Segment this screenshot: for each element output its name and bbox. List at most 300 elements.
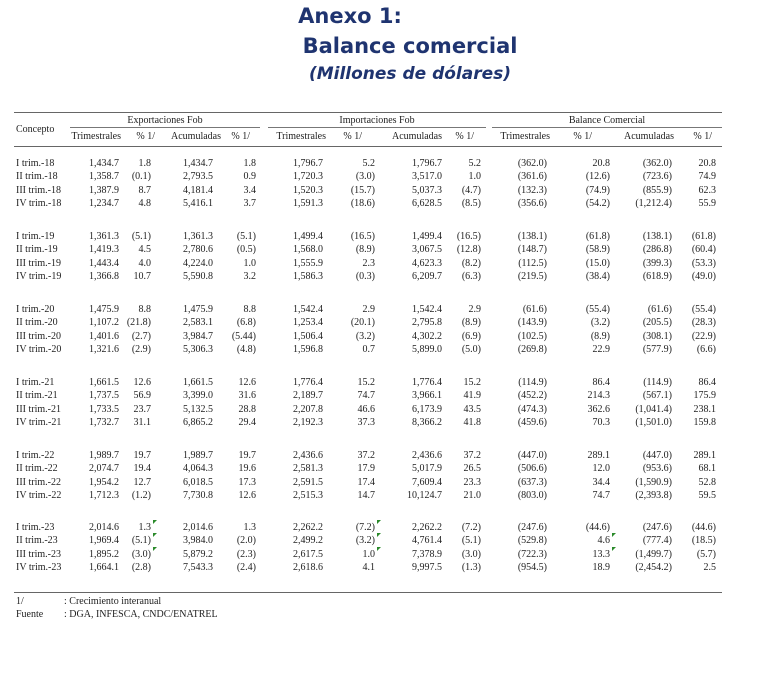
cell-exp-acum: 2,583.1: [183, 317, 213, 329]
cell-bal-acum: (362.0): [642, 158, 672, 169]
cell-bal-acum-pct: (22.9): [691, 330, 716, 342]
cell-bal-trim: (61.6): [522, 304, 547, 315]
cell-bal-pct: 12.0: [592, 463, 610, 475]
cell-imp-acum: 4,623.3: [412, 257, 442, 269]
cell-imp-acum: 5,037.3: [412, 184, 442, 196]
cell-exp-acum-pct: 0.9: [243, 171, 256, 183]
cell-exp-acum-pct: (0.5): [236, 244, 256, 256]
cell-bal-pct: (74.9): [585, 184, 610, 196]
cell-bal-pct: 13.3: [592, 548, 610, 560]
row-label: III trim.-21: [16, 403, 61, 415]
cell-bal-pct: (61.8): [585, 231, 610, 242]
cell-bal-pct: (15.0): [585, 257, 610, 269]
cell-bal-pct: 74.7: [592, 489, 610, 501]
annex-title: Anexo 1:: [298, 4, 402, 28]
row-label: II trim.-20: [16, 317, 58, 329]
cell-bal-pct: 70.3: [592, 416, 610, 428]
cell-bal-acum: (1,499.7): [635, 548, 672, 560]
cell-exp-acum: 2,793.5: [183, 171, 213, 183]
cell-bal-acum: (2,393.8): [635, 489, 672, 501]
cell-imp-acum: 9,997.5: [412, 561, 442, 573]
cell-exp-trim: 2,014.6: [89, 522, 119, 533]
cell-exp-acum-pct: 8.8: [243, 304, 256, 315]
cell-exp-acum: 5,879.2: [183, 548, 213, 560]
header-rule: [14, 146, 722, 147]
cell-imp-acum-pct: 5.2: [468, 158, 481, 169]
cell-bal-pct: (8.9): [590, 330, 610, 342]
cell-exp-acum-pct: 1.0: [243, 257, 256, 269]
cell-imp-trim: 2,192.3: [293, 416, 323, 428]
cell-imp-acum-pct: (6.9): [461, 330, 481, 342]
cell-exp-acum-pct: 1.3: [243, 522, 256, 533]
cell-imp-acum-pct: 21.0: [463, 489, 481, 501]
cell-exp-acum-pct: 17.3: [238, 476, 256, 488]
col-header-imp-trim: Trimestrales: [276, 131, 326, 142]
cell-exp-trim: 1,443.4: [89, 257, 119, 269]
cell-imp-pct: 2.3: [362, 257, 375, 269]
cell-exp-pct: (3.0): [131, 548, 151, 560]
cell-exp-acum-pct: 3.7: [243, 197, 256, 209]
cell-bal-acum: (618.9): [642, 270, 672, 282]
cell-bal-acum: (286.8): [642, 244, 672, 256]
cell-bal-acum-pct: (55.4): [691, 304, 716, 315]
cell-exp-pct: 12.7: [133, 476, 151, 488]
cell-imp-acum: 7,609.4: [412, 476, 442, 488]
cell-bal-acum-pct: 59.5: [698, 489, 716, 501]
row-label: I trim.-22: [16, 450, 55, 461]
cell-imp-acum: 6,173.9: [412, 403, 442, 415]
cell-exp-trim: 1,387.9: [89, 184, 119, 196]
cell-imp-acum: 1,499.4: [412, 231, 442, 242]
cell-bal-pct: 20.8: [592, 158, 610, 169]
group-exportaciones: Exportaciones Fob: [70, 115, 260, 128]
cell-exp-trim: 1,234.7: [89, 197, 119, 209]
cell-exp-acum: 3,984.7: [183, 330, 213, 342]
cell-imp-acum-pct: (5.1): [461, 535, 481, 547]
cell-bal-trim: (447.0): [517, 450, 547, 461]
cell-imp-trim: 2,617.5: [293, 548, 323, 560]
cell-imp-acum-pct: 41.8: [463, 416, 481, 428]
row-label: III trim.-20: [16, 330, 61, 342]
cell-exp-acum-pct: 29.4: [238, 416, 256, 428]
cell-exp-acum: 2,780.6: [183, 244, 213, 256]
cell-exp-pct: 56.9: [133, 390, 151, 402]
row-label: III trim.-19: [16, 257, 61, 269]
cell-exp-acum: 1,475.9: [183, 304, 213, 315]
cell-imp-acum: 5,017.9: [412, 463, 442, 475]
row-label: I trim.-18: [16, 158, 55, 169]
cell-imp-acum-pct: 37.2: [463, 450, 481, 461]
cell-imp-pct: (20.1): [350, 317, 375, 329]
cell-imp-acum: 5,899.0: [412, 343, 442, 355]
cell-exp-trim: 1,989.7: [89, 450, 119, 461]
cell-bal-trim: (143.9): [517, 317, 547, 329]
cell-exp-acum: 1,661.5: [183, 377, 213, 388]
cell-exp-pct: 10.7: [133, 270, 151, 282]
cell-imp-pct: (8.9): [355, 244, 375, 256]
cell-imp-pct: (18.6): [350, 197, 375, 209]
cell-imp-acum-pct: (8.5): [461, 197, 481, 209]
cell-exp-acum-pct: 28.8: [238, 403, 256, 415]
cell-exp-acum-pct: (4.8): [236, 343, 256, 355]
cell-bal-acum: (138.1): [642, 231, 672, 242]
row-label: IV trim.-18: [16, 197, 62, 209]
cell-exp-acum: 3,399.0: [183, 390, 213, 402]
cell-imp-pct: (3.0): [355, 171, 375, 183]
cell-bal-pct: 18.9: [592, 561, 610, 573]
row-label: III trim.-18: [16, 184, 61, 196]
row-label: III trim.-22: [16, 476, 61, 488]
cell-imp-pct: 14.7: [357, 489, 375, 501]
cell-bal-acum: (247.6): [642, 522, 672, 533]
cell-bal-acum: (723.6): [642, 171, 672, 183]
cell-imp-acum-pct: 23.3: [463, 476, 481, 488]
cell-imp-acum: 3,966.1: [412, 390, 442, 402]
col-header-exp-trim: Trimestrales: [71, 131, 121, 142]
cell-bal-trim: (138.1): [517, 231, 547, 242]
cell-imp-pct: 37.3: [357, 416, 375, 428]
cell-bal-pct: (55.4): [585, 304, 610, 315]
cell-bal-acum-pct: 175.9: [693, 390, 716, 402]
cell-imp-acum-pct: 43.5: [463, 403, 481, 415]
header-concepto: Concepto: [16, 124, 55, 135]
cell-imp-acum: 4,761.4: [412, 535, 442, 547]
col-header-bal-pct: % 1/: [573, 131, 592, 142]
cell-exp-acum-pct: 1.8: [243, 158, 256, 169]
cell-bal-acum: (855.9): [642, 184, 672, 196]
cell-imp-trim: 2,618.6: [293, 561, 323, 573]
cell-exp-pct: 4.8: [138, 197, 151, 209]
cell-imp-acum: 2,262.2: [412, 522, 442, 533]
cell-exp-pct: (2.7): [131, 330, 151, 342]
cell-bal-acum-pct: 238.1: [693, 403, 716, 415]
cell-imp-acum-pct: (8.2): [461, 257, 481, 269]
top-rule: [14, 112, 722, 113]
cell-bal-acum-pct: 55.9: [698, 197, 716, 209]
cell-bal-acum: (953.6): [642, 463, 672, 475]
cell-imp-pct: (3.2): [355, 535, 375, 547]
cell-exp-acum: 4,064.3: [183, 463, 213, 475]
cell-exp-acum: 6,018.5: [183, 476, 213, 488]
cell-exp-pct: 8.7: [138, 184, 151, 196]
cell-exp-trim: 1,321.6: [89, 343, 119, 355]
cell-imp-acum: 7,378.9: [412, 548, 442, 560]
cell-bal-pct: (44.6): [585, 522, 610, 533]
cell-exp-acum-pct: (5.1): [236, 231, 256, 242]
cell-exp-acum-pct: 12.6: [238, 489, 256, 501]
cell-imp-trim: 2,581.3: [293, 463, 323, 475]
cell-exp-acum: 7,730.8: [183, 489, 213, 501]
cell-flag-marker: [612, 533, 616, 537]
cell-bal-pct: 4.6: [597, 535, 610, 547]
cell-exp-trim: 1,664.1: [89, 561, 119, 573]
cell-exp-acum: 4,224.0: [183, 257, 213, 269]
cell-bal-acum: (577.9): [642, 343, 672, 355]
cell-imp-acum-pct: (16.5): [456, 231, 481, 242]
footnote-key-1: 1/: [16, 596, 24, 607]
cell-bal-acum-pct: 289.1: [693, 450, 716, 461]
cell-flag-marker: [153, 520, 157, 524]
cell-exp-pct: (0.1): [131, 171, 151, 183]
cell-exp-pct: 8.8: [138, 304, 151, 315]
cell-exp-acum: 6,865.2: [183, 416, 213, 428]
cell-bal-acum: (205.5): [642, 317, 672, 329]
row-label: I trim.-20: [16, 304, 55, 315]
row-label: I trim.-21: [16, 377, 55, 388]
cell-imp-pct: 4.1: [362, 561, 375, 573]
cell-exp-pct: 31.1: [133, 416, 151, 428]
cell-imp-acum-pct: (7.2): [461, 522, 481, 533]
cell-bal-pct: 86.4: [592, 377, 610, 388]
cell-exp-pct: 1.8: [138, 158, 151, 169]
cell-exp-acum-pct: (6.8): [236, 317, 256, 329]
cell-bal-trim: (452.2): [517, 390, 547, 402]
cell-bal-acum-pct: (5.7): [696, 548, 716, 560]
cell-imp-trim: 2,189.7: [293, 390, 323, 402]
cell-imp-pct: 37.2: [357, 450, 375, 461]
cell-exp-acum-pct: 3.2: [243, 270, 256, 282]
cell-imp-acum-pct: 1.0: [468, 171, 481, 183]
cell-exp-trim: 1,475.9: [89, 304, 119, 315]
cell-bal-acum: (114.9): [643, 377, 672, 388]
row-label: II trim.-18: [16, 171, 58, 183]
row-label: I trim.-23: [16, 522, 55, 533]
cell-bal-acum: (1,212.4): [635, 197, 672, 209]
cell-bal-pct: (12.6): [585, 171, 610, 183]
row-label: II trim.-22: [16, 463, 58, 475]
cell-bal-acum: (447.0): [642, 450, 672, 461]
cell-flag-marker: [153, 547, 157, 551]
cell-exp-trim: 1,712.3: [89, 489, 119, 501]
cell-exp-acum: 1,989.7: [183, 450, 213, 461]
cell-bal-trim: (132.3): [517, 184, 547, 196]
cell-exp-pct: 4.0: [138, 257, 151, 269]
cell-imp-trim: 1,591.3: [293, 197, 323, 209]
cell-exp-trim: 1,107.2: [89, 317, 119, 329]
cell-imp-pct: (3.2): [355, 330, 375, 342]
cell-exp-pct: 12.6: [133, 377, 151, 388]
cell-bal-acum-pct: (49.0): [691, 270, 716, 282]
cell-imp-pct: (7.2): [355, 522, 375, 533]
cell-bal-acum-pct: 68.1: [698, 463, 716, 475]
cell-imp-trim: 2,436.6: [293, 450, 323, 461]
cell-bal-acum: (308.1): [642, 330, 672, 342]
footnote-text-1: : Crecimiento interanual: [64, 596, 162, 607]
footnote-text-source: : DGA, INFESCA, CNDC/ENATREL: [64, 609, 218, 620]
cell-imp-acum-pct: (6.3): [461, 270, 481, 282]
cell-imp-trim: 1,776.4: [293, 377, 323, 388]
cell-imp-trim: 1,568.0: [293, 244, 323, 256]
col-header-imp-pct: % 1/: [343, 131, 362, 142]
cell-exp-trim: 1,895.2: [89, 548, 119, 560]
cell-exp-trim: 1,419.3: [89, 244, 119, 256]
cell-bal-acum: (61.6): [647, 304, 672, 315]
cell-flag-marker: [153, 533, 157, 537]
row-label: III trim.-23: [16, 548, 61, 560]
cell-exp-acum: 5,590.8: [183, 270, 213, 282]
cell-exp-acum-pct: 12.6: [238, 377, 256, 388]
cell-bal-trim: (637.3): [517, 476, 547, 488]
cell-bal-trim: (361.6): [517, 171, 547, 183]
cell-flag-marker: [612, 547, 616, 551]
cell-bal-pct: 214.3: [587, 390, 610, 402]
cell-imp-trim: 1,555.9: [293, 257, 323, 269]
cell-bal-acum-pct: (6.6): [696, 343, 716, 355]
cell-imp-pct: 2.9: [362, 304, 375, 315]
cell-bal-acum-pct: 20.8: [698, 158, 716, 169]
cell-exp-acum-pct: 3.4: [243, 184, 256, 196]
row-label: II trim.-21: [16, 390, 58, 402]
footnote-key-source: Fuente: [16, 609, 44, 620]
cell-imp-trim: 1,586.3: [293, 270, 323, 282]
cell-exp-pct: (1.2): [131, 489, 151, 501]
cell-imp-acum: 4,302.2: [412, 330, 442, 342]
cell-flag-marker: [377, 547, 381, 551]
cell-imp-trim: 2,262.2: [293, 522, 323, 533]
cell-imp-pct: 5.2: [362, 158, 375, 169]
cell-exp-acum-pct: 19.7: [238, 450, 256, 461]
cell-imp-acum-pct: (8.9): [461, 317, 481, 329]
cell-bal-acum-pct: (44.6): [691, 522, 716, 533]
cell-exp-acum: 3,984.0: [183, 535, 213, 547]
cell-imp-trim: 1,542.4: [293, 304, 323, 315]
cell-imp-trim: 1,499.4: [293, 231, 323, 242]
bottom-rule: [14, 592, 722, 593]
cell-exp-acum-pct: 19.6: [238, 463, 256, 475]
cell-bal-acum-pct: (53.3): [691, 257, 716, 269]
cell-imp-trim: 1,796.7: [293, 158, 323, 169]
cell-imp-trim: 2,499.2: [293, 535, 323, 547]
cell-exp-trim: 1,358.7: [89, 171, 119, 183]
cell-imp-acum: 6,209.7: [412, 270, 442, 282]
cell-bal-trim: (148.7): [517, 244, 547, 256]
cell-imp-acum: 1,542.4: [412, 304, 442, 315]
cell-imp-acum-pct: 15.2: [463, 377, 481, 388]
cell-imp-trim: 2,515.3: [293, 489, 323, 501]
cell-imp-acum-pct: (1.3): [461, 561, 481, 573]
cell-exp-pct: (21.8): [126, 317, 151, 329]
col-header-bal-acum: Acumuladas: [624, 131, 674, 142]
col-header-imp-acum: Acumuladas: [392, 131, 442, 142]
cell-exp-acum: 1,434.7: [183, 158, 213, 169]
cell-bal-acum-pct: 52.8: [698, 476, 716, 488]
cell-exp-acum: 2,014.6: [183, 522, 213, 533]
cell-exp-acum: 7,543.3: [183, 561, 213, 573]
cell-exp-pct: 4.5: [138, 244, 151, 256]
cell-bal-acum: (567.1): [642, 390, 672, 402]
cell-imp-trim: 2,591.5: [293, 476, 323, 488]
cell-bal-acum: (2,454.2): [635, 561, 672, 573]
cell-flag-marker: [377, 533, 381, 537]
cell-exp-acum-pct: 31.6: [238, 390, 256, 402]
cell-exp-pct: 19.4: [133, 463, 151, 475]
cell-bal-trim: (247.6): [517, 522, 547, 533]
cell-imp-acum-pct: (5.0): [461, 343, 481, 355]
row-label: I trim.-19: [16, 231, 55, 242]
cell-exp-acum: 5,416.1: [183, 197, 213, 209]
cell-exp-trim: 1,969.4: [89, 535, 119, 547]
cell-bal-pct: 34.4: [592, 476, 610, 488]
cell-exp-acum-pct: (2.0): [236, 535, 256, 547]
cell-bal-acum-pct: (18.5): [691, 535, 716, 547]
cell-exp-trim: 1,737.5: [89, 390, 119, 402]
cell-exp-trim: 1,434.7: [89, 158, 119, 169]
cell-exp-trim: 1,661.5: [89, 377, 119, 388]
cell-bal-acum: (399.3): [642, 257, 672, 269]
cell-exp-trim: 1,401.6: [89, 330, 119, 342]
cell-imp-pct: 46.6: [357, 403, 375, 415]
cell-exp-pct: 1.3: [138, 522, 151, 533]
cell-exp-pct: (5.1): [131, 231, 151, 242]
cell-bal-trim: (112.5): [518, 257, 547, 269]
cell-bal-acum-pct: (61.8): [691, 231, 716, 242]
row-label: IV trim.-23: [16, 561, 62, 573]
row-label: IV trim.-20: [16, 343, 62, 355]
cell-imp-acum: 3,067.5: [412, 244, 442, 256]
cell-exp-pct: (2.9): [131, 343, 151, 355]
cell-imp-acum-pct: 2.9: [468, 304, 481, 315]
cell-bal-acum-pct: 86.4: [698, 377, 716, 388]
cell-imp-trim: 2,207.8: [293, 403, 323, 415]
cell-bal-trim: (356.6): [517, 197, 547, 209]
cell-bal-pct: (58.9): [585, 244, 610, 256]
col-header-exp-acum-pct: % 1/: [231, 131, 250, 142]
cell-exp-acum-pct: (2.3): [236, 548, 256, 560]
row-label: IV trim.-19: [16, 270, 62, 282]
cell-exp-acum: 4,181.4: [183, 184, 213, 196]
cell-imp-trim: 1,720.3: [293, 171, 323, 183]
row-label: IV trim.-21: [16, 416, 62, 428]
cell-imp-trim: 1,520.3: [293, 184, 323, 196]
cell-bal-trim: (362.0): [517, 158, 547, 169]
cell-imp-pct: 1.0: [362, 548, 375, 560]
cell-bal-acum: (1,041.4): [635, 403, 672, 415]
cell-exp-pct: 23.7: [133, 403, 151, 415]
cell-bal-acum-pct: 74.9: [698, 171, 716, 183]
cell-bal-acum-pct: 62.3: [698, 184, 716, 196]
cell-exp-trim: 1,366.8: [89, 270, 119, 282]
row-label: IV trim.-22: [16, 489, 62, 501]
cell-imp-pct: (0.3): [355, 270, 375, 282]
cell-imp-acum: 6,628.5: [412, 197, 442, 209]
cell-bal-acum: (1,590.9): [635, 476, 672, 488]
cell-bal-trim: (954.5): [517, 561, 547, 573]
cell-bal-trim: (459.6): [517, 416, 547, 428]
cell-bal-acum-pct: (28.3): [691, 317, 716, 329]
col-header-imp-acum-pct: % 1/: [455, 131, 474, 142]
cell-bal-pct: 289.1: [587, 450, 610, 461]
cell-imp-pct: 74.7: [357, 390, 375, 402]
cell-flag-marker: [377, 520, 381, 524]
cell-bal-acum-pct: 159.8: [693, 416, 716, 428]
col-header-exp-acum: Acumuladas: [171, 131, 221, 142]
cell-imp-pct: 17.4: [357, 476, 375, 488]
cell-imp-acum-pct: (12.8): [456, 244, 481, 256]
cell-bal-pct: 22.9: [592, 343, 610, 355]
cell-imp-pct: 17.9: [357, 463, 375, 475]
table-units: (Millones de dólares): [308, 64, 512, 84]
cell-exp-acum-pct: (5.44): [231, 330, 256, 342]
cell-exp-trim: 2,074.7: [89, 463, 119, 475]
cell-imp-acum: 8,366.2: [412, 416, 442, 428]
cell-bal-trim: (529.8): [517, 535, 547, 547]
col-header-exp-pct: % 1/: [136, 131, 155, 142]
cell-imp-trim: 1,596.8: [293, 343, 323, 355]
cell-imp-pct: 15.2: [357, 377, 375, 388]
cell-imp-trim: 1,506.4: [293, 330, 323, 342]
cell-imp-pct: (15.7): [350, 184, 375, 196]
cell-imp-acum: 1,776.4: [412, 377, 442, 388]
